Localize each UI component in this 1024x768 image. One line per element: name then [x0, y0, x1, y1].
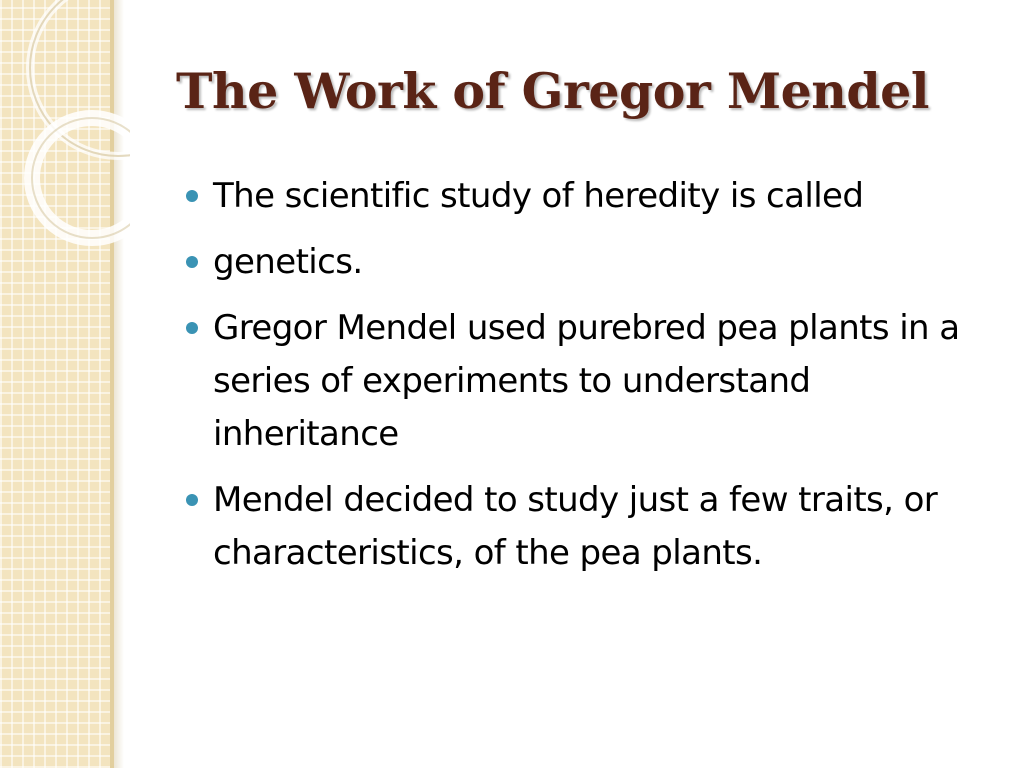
- bullet-dot-icon: [186, 190, 198, 202]
- bullet-item: [186, 170, 986, 223]
- bullet-item: [186, 302, 986, 461]
- bullet-list: [186, 170, 986, 593]
- bullet-item: [186, 236, 986, 289]
- bullet-dot-icon: [186, 322, 198, 334]
- decorative-rings-icon: [0, 0, 130, 260]
- bullet-text: genetics.: [213, 242, 363, 282]
- bullet-text: The scientific study of heredity is called: [213, 176, 864, 216]
- bullet-text: Gregor Mendel used purebred pea plants in a series of experiments to understand inheritance: [213, 308, 960, 454]
- slide-title: The Work of Gregor Mendel: [176, 62, 929, 120]
- bullet-text: Mendel decided to study just a few traits, or characteristics, of the pea plants.: [213, 480, 938, 573]
- bullet-item: [186, 474, 986, 580]
- bullet-dot-icon: [186, 494, 198, 506]
- bullet-dot-icon: [186, 256, 198, 268]
